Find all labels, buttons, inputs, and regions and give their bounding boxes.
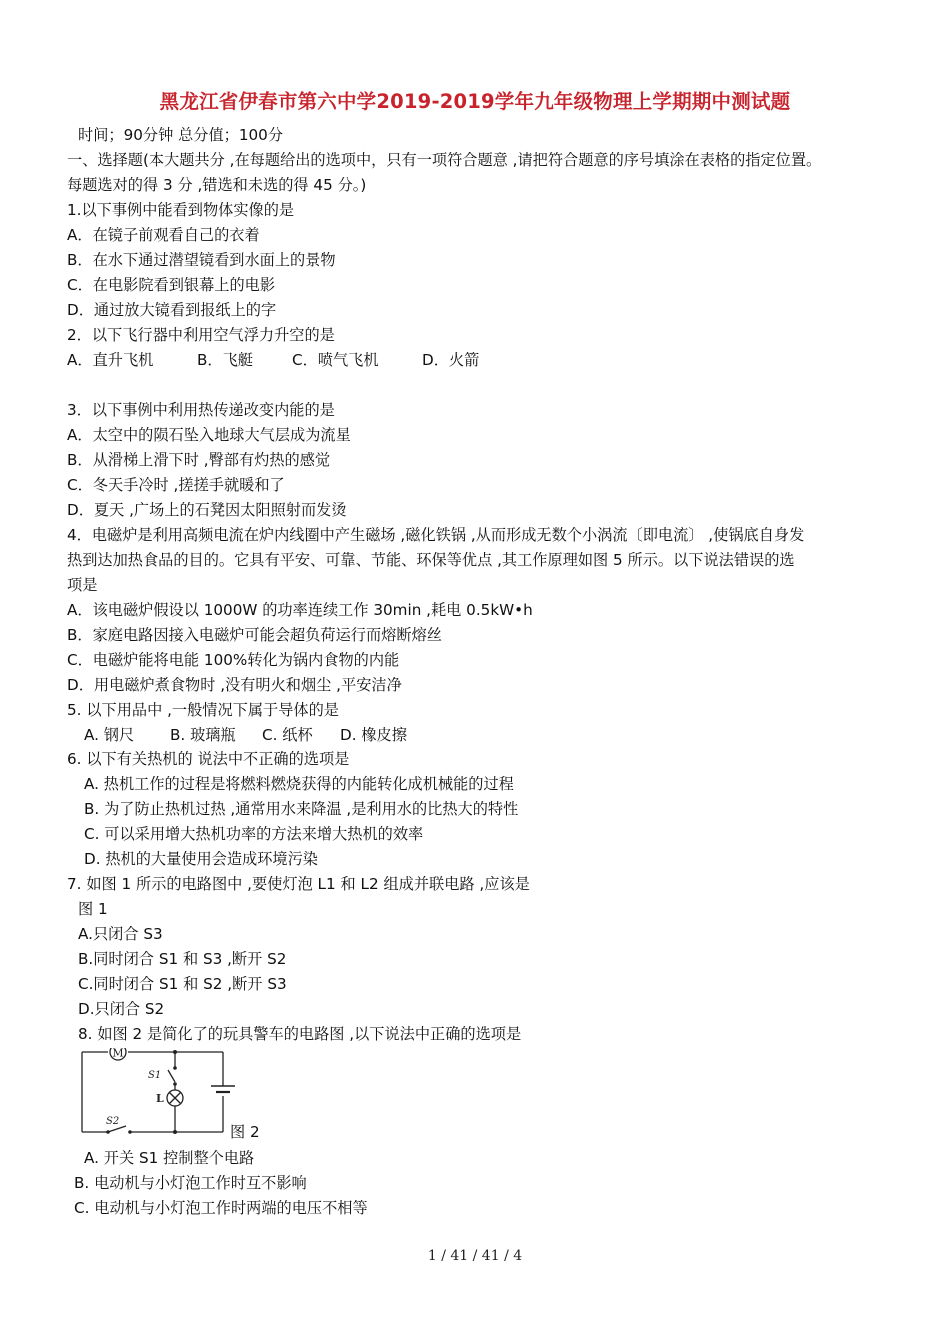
q6-option-b: B. 为了防止热机过热 ,通常用水来降温 ,是利用水的比热大的特性 (84, 800, 519, 818)
q3-stem: 3．以下事例中利用热传递改变内能的是 (67, 401, 335, 419)
q6-option-a: A. 热机工作的过程是将燃料燃烧获得的内能转化成机械能的过程 (84, 775, 514, 793)
q8-option-b: B. 电动机与小灯泡工作时互不影响 (74, 1174, 307, 1192)
page-footer: 1 / 41 / 41 / 4 (427, 1248, 523, 1264)
q5-options (84, 725, 407, 745)
circuit-diagram-figure-2 (78, 1048, 238, 1138)
q7-option-d: D.只闭合 S2 (78, 1000, 165, 1018)
q8-figure-label: 图 2 (230, 1123, 260, 1141)
q5-option-b: B. 玻璃瓶 (170, 726, 236, 744)
q5-option-c: C. 纸杯 (262, 726, 313, 744)
q2-options (67, 350, 479, 370)
q6-option-c: C. 可以采用增大热机功率的方法来增大热机的效率 (84, 825, 424, 843)
q8-option-c: C. 电动机与小灯泡工作时两端的电压不相等 (74, 1199, 368, 1217)
q5-option-d: D. 橡皮擦 (340, 726, 407, 744)
q2-option-c: C．喷气飞机 (292, 351, 379, 369)
q4-stem-line-3: 项是 (67, 576, 98, 594)
q2-option-b: B．飞艇 (197, 351, 253, 369)
q5-stem: 5. 以下用品中 ,一般情况下属于导体的是 (67, 701, 339, 719)
q4-option-b: B．家庭电路因接入电磁炉可能会超负荷运行而熔断熔丝 (67, 626, 442, 644)
q1-option-d: D．通过放大镜看到报纸上的字 (67, 301, 277, 319)
q6-stem: 6. 以下有关热机的 说法中不正确的选项是 (67, 750, 350, 768)
section-intro-line-1: 一、选择题(本大题共分 ,在每题给出的选项中，只有一项符合题意 ,请把符合题意的序号填涂在表格的指定位置。 (67, 151, 822, 169)
q7-option-b: B.同时闭合 S1 和 S3 ,断开 S2 (78, 950, 287, 968)
q3-option-c: C．冬天手冷时 ,搓搓手就暖和了 (67, 476, 285, 494)
q2-option-a: A．直升飞机 (67, 351, 154, 369)
q6-option-d: D. 热机的大量使用会造成环境污染 (84, 850, 318, 868)
q7-option-c: C.同时闭合 S1 和 S2 ,断开 S3 (78, 975, 287, 993)
q3-option-b: B．从滑梯上滑下时 ,臀部有灼热的感觉 (67, 451, 331, 469)
q4-option-c: C．电磁炉能将电能 100%转化为锅内食物的内能 (67, 651, 400, 669)
q4-stem-line-2: 热到达加热食品的目的。它具有平安、可靠、节能、环保等优点 ,其工作原理如图 5 所示。以下说法错误的选 (67, 551, 795, 569)
q2-stem: 2．以下飞行器中利用空气浮力升空的是 (67, 326, 335, 344)
q2-option-d: D．火箭 (422, 351, 480, 369)
q1-stem: 1.以下事例中能看到物体实像的是 (67, 201, 295, 219)
page-title: 黑龙江省伊春市第六中学2019-2019学年九年级物理上学期期中测试题 (159, 90, 791, 113)
switch-s2-label: S2 (106, 1116, 120, 1127)
q7-figure-label: 图 1 (78, 900, 108, 918)
lamp-label: L (156, 1092, 164, 1105)
q3-option-a: A．太空中的陨石坠入地球大气层成为流星 (67, 426, 351, 444)
q8-stem: 8. 如图 2 是简化了的玩具警车的电路图 ,以下说法中正确的选项是 (78, 1025, 522, 1043)
q7-option-a: A.只闭合 S3 (78, 925, 163, 943)
q3-option-d: D．夏天 ,广场上的石凳因太阳照射而发烫 (67, 501, 347, 519)
q7-stem: 7. 如图 1 所示的电路图中 ,要使灯泡 L1 和 L2 组成并联电路 ,应该是 (67, 875, 530, 893)
switch-s1-label: S1 (148, 1070, 162, 1081)
exam-meta: 时间；90分钟 总分值；100分 (78, 126, 284, 144)
section-intro-line-2: 每题选对的得 3 分 ,错选和未选的得 45 分。) (67, 176, 367, 194)
q8-option-a: A. 开关 S1 控制整个电路 (84, 1149, 255, 1167)
q1-option-c: C．在电影院看到银幕上的电影 (67, 276, 276, 294)
q4-option-d: D．用电磁炉煮食物时 ,没有明火和烟尘 ,平安洁净 (67, 676, 402, 694)
motor-label: M (112, 1048, 124, 1060)
q1-option-b: B．在水下通过潜望镜看到水面上的景物 (67, 251, 336, 269)
q4-stem-line-1: 4．电磁炉是利用高频电流在炉内线圈中产生磁场 ,磁化铁锅 ,从而形成无数个小涡流〔即电流〕 ,使锅底自身发 (67, 526, 805, 544)
q1-option-a: A．在镜子前观看自己的衣着 (67, 226, 260, 244)
q5-option-a: A. 钢尺 (84, 726, 135, 744)
q4-option-a: A．该电磁炉假设以 1000W 的功率连续工作 30min ,耗电 0.5kW•h (67, 601, 533, 619)
